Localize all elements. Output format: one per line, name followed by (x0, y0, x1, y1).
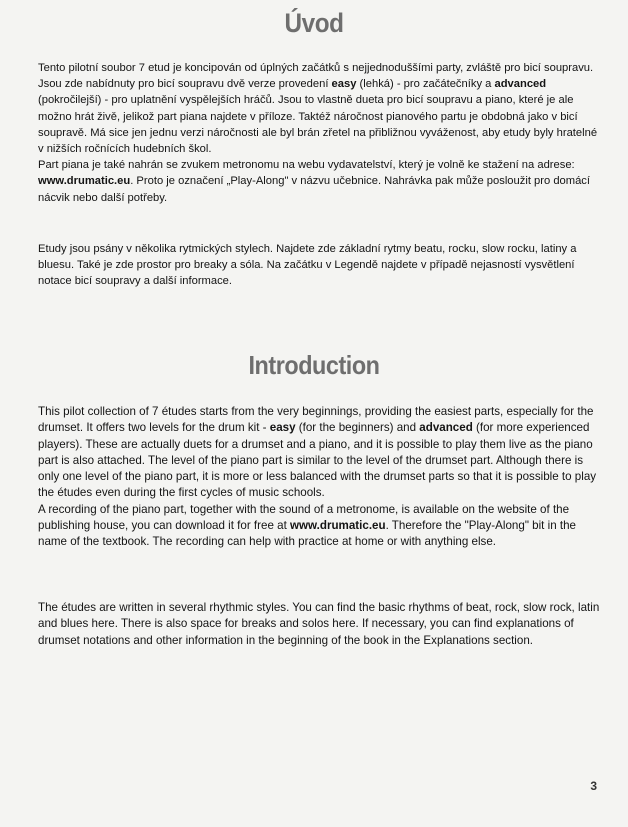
emphasis-text: easy (331, 78, 357, 91)
text-run: The études are written in several rhythmic styles. You can find the basic rhythms of beat, rock, slow rock, latin and blues here. There is also space for breaks and solos here. If necessary, you can find explanations of drumset notations and other information in the beginning of the book in the Explanations section. (38, 601, 600, 647)
emphasis-text: www.drumatic.eu (290, 519, 386, 533)
text-run: Tento pilotní soubor 7 etud je koncipován od úplných začátků s nejjednoduššími party, zvláště pro bicí soupravu. Jsou zde nabídnuty pro bicí soupravu dvě verze provedení (38, 62, 594, 91)
text-run: (for more experienced players). These are actually duets for a drumset and a piano, and it is possible to play them live as the piano part is also attached. The level of the piano part is similar to the level of the drumset part. Although there is only one level of the piano part, it is more or less balanced with the drumset parts so that it is possible to play the études even during the first cycles of music schools. (38, 421, 597, 500)
emphasis-text: advanced (494, 78, 547, 91)
emphasis-text: easy (269, 421, 296, 435)
emphasis-text: advanced (419, 421, 473, 435)
text-run: (lehká) - pro začátečníky a (356, 78, 495, 91)
text-run: This pilot collection of 7 études starts from the very beginnings, providing the easiest parts, especially for the drumset. It offers two levels for the drum kit - (38, 405, 594, 435)
text-run: . Proto je označení „Play-Along" v názvu učebnice. Nahrávka pak může posloužit pro domácí nácvik nebo další potřeby. (38, 175, 591, 204)
english-paragraph-1 (38, 404, 600, 551)
emphasis-text: www.drumatic.eu (38, 175, 131, 188)
czech-paragraph-1 (38, 60, 600, 206)
text-run: Etudy jsou psány v několika rytmických stylech. Najdete zde základní rytmy beatu, rocku, slow rocku, latiny a bluesu. Také je zde prostor pro breaky a sóla. Na začátku v Legendě najdete v případě nejasností vysvětlení notace bicí soupravy a další informace. (38, 243, 577, 288)
czech-paragraph-2 (38, 241, 600, 290)
text-run: . Therefore the "Play-Along" bit in the name of the textbook. The recording can help with practice at home or with anything else. (38, 519, 576, 549)
english-title: Introduction (248, 350, 380, 380)
english-paragraph-2 (38, 600, 600, 649)
text-run: Part piana je také nahrán se zvukem metronomu na webu vydavatelství, který je volně ke stažení na adrese: (38, 159, 575, 172)
text-run: A recording of the piano part, together with the sound of a metronome, is available on the website of the publishing house, you can download it for free at (38, 502, 570, 533)
czech-title: Úvod (284, 8, 344, 38)
text-run: (for the beginners) and (295, 421, 420, 435)
page-number: 3 (590, 779, 597, 793)
text-run: (pokročilejší) - pro uplatnění vyspělejších hráčů. Jsou to vlastně dueta pro bicí soupravu a piano, které je ale možno hrát živě, jelikož part piana najdete v příloze. Taktéž náročnost pianového partu je obdobná jako v bicí soupravě. Má sice jen jednu verzi náročnosti ale byl brán zřetel na přibližnou vyváženost, aby etudy byly hratelné v nižších ročnících hudebních škol. (38, 94, 598, 156)
